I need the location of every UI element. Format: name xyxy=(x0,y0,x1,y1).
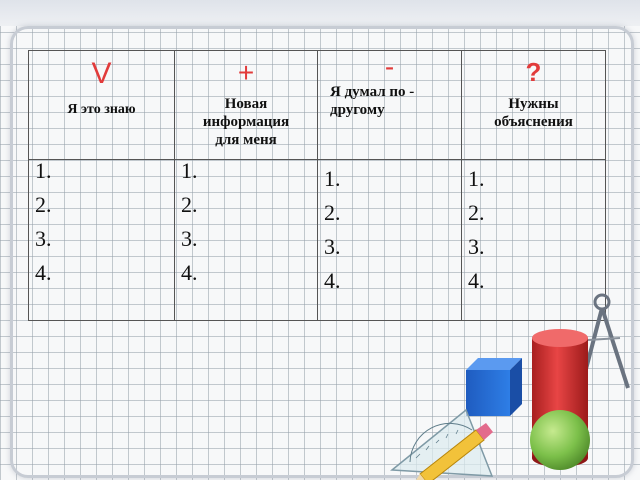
geometry-decoration xyxy=(380,280,640,480)
question-symbol: ? xyxy=(525,57,542,87)
header-new xyxy=(175,51,318,160)
header-new-label: Новая информация для меня xyxy=(202,96,290,148)
list-item: 1. xyxy=(181,158,198,183)
list-item: 3. xyxy=(181,226,198,251)
header-row xyxy=(29,51,606,160)
plus-symbol: + xyxy=(237,57,255,88)
header-questions-label: Нужны объяснения xyxy=(494,96,573,130)
header-questions xyxy=(462,51,606,160)
list-item: 1. xyxy=(35,158,52,183)
top-band xyxy=(0,0,640,26)
minus-symbol: - xyxy=(384,51,395,82)
list-item: 1. xyxy=(468,166,485,191)
check-symbol: V xyxy=(91,57,112,90)
list-item: 2. xyxy=(324,200,341,225)
cell-know xyxy=(29,160,175,321)
header-thought xyxy=(318,51,462,160)
list-item: 3. xyxy=(35,226,52,251)
sphere-icon xyxy=(530,410,590,470)
list-item: 1. xyxy=(324,166,341,191)
list-item: 2. xyxy=(181,192,198,217)
cell-new xyxy=(175,160,318,321)
header-know xyxy=(29,51,175,160)
list-item: 2. xyxy=(35,192,52,217)
list-item: 3. xyxy=(468,234,485,259)
header-know-label: Я это знаю xyxy=(67,102,136,117)
list-item: 4. xyxy=(324,268,341,293)
list-item: 4. xyxy=(468,268,485,293)
list-item: 4. xyxy=(35,260,52,285)
list-item: 2. xyxy=(468,200,485,225)
list-item: 4. xyxy=(181,260,198,285)
list-item: 3. xyxy=(324,234,341,259)
header-thought-label: Я думал по - другому xyxy=(330,84,415,118)
cube-icon xyxy=(466,358,522,416)
